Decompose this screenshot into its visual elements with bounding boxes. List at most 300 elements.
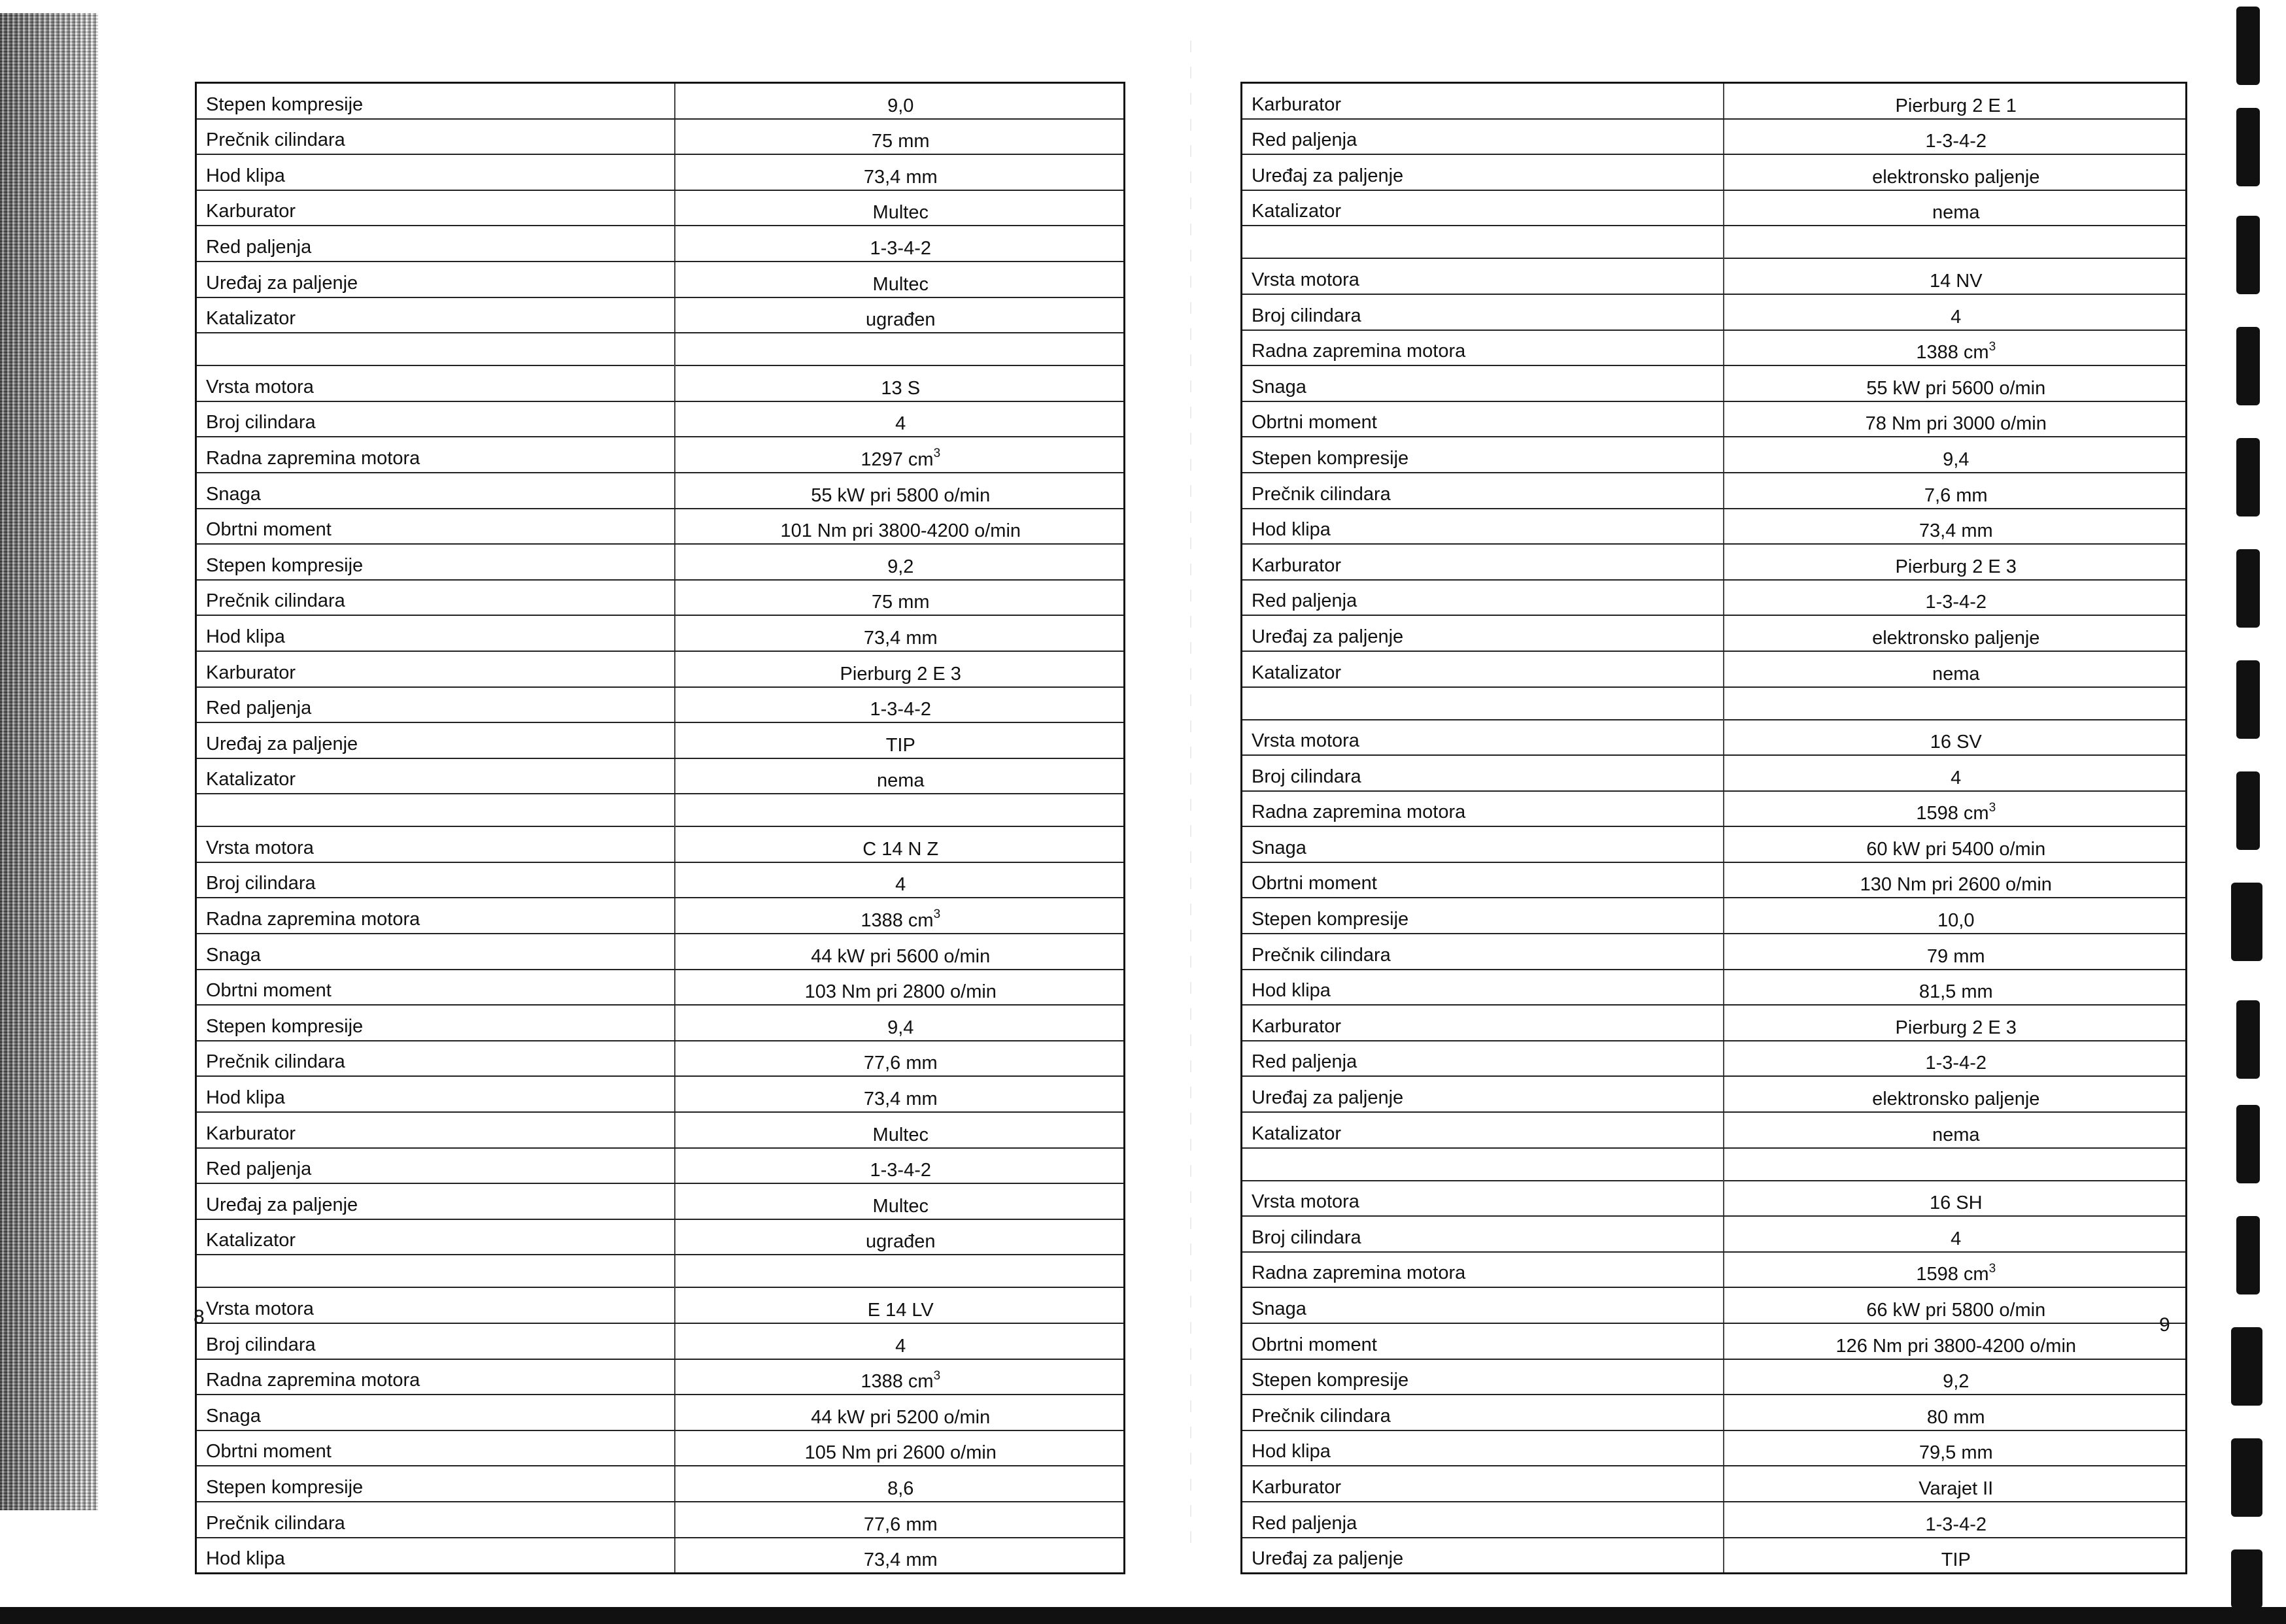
spec-row	[1242, 154, 2187, 190]
spec-value	[1724, 1430, 2187, 1466]
section-spacer	[1242, 1148, 2187, 1181]
spec-value-text: 81,5 mm	[1919, 981, 1993, 1003]
spacer-cell	[1724, 687, 2187, 720]
spec-row	[1242, 862, 2187, 898]
spec-label: Obrtni moment	[1242, 1323, 1724, 1359]
spec-value-text: Multec	[872, 1124, 929, 1145]
spec-value-text: 13 S	[881, 377, 921, 399]
spec-row	[196, 898, 1125, 934]
spec-row	[1242, 1287, 2187, 1323]
spacer-cell	[675, 794, 1125, 826]
right-engine-spec-table	[1240, 82, 2187, 1574]
spec-label: Uređaj za paljenje	[196, 722, 675, 758]
spec-label: Broj cilindara	[1242, 294, 1724, 330]
spec-value-text: 1388 cm	[861, 1371, 934, 1393]
spec-row	[1242, 330, 2187, 366]
binding-ring-mark	[2236, 660, 2260, 739]
spec-row	[1242, 1181, 2187, 1217]
spec-value-text: elektronsko paljenje	[1872, 166, 2040, 188]
spec-label: Karburator	[196, 190, 675, 226]
spec-value-text: 4	[1951, 306, 1962, 328]
spec-value	[675, 758, 1125, 794]
spec-label: Red paljenja	[196, 687, 675, 723]
spec-value-text: 4	[1951, 767, 1962, 788]
spec-label: Uređaj za paljenje	[196, 1183, 675, 1219]
spec-row	[1242, 615, 2187, 651]
spec-label: Stepen kompresije	[1242, 898, 1724, 934]
spec-value-text: Multec	[872, 1195, 929, 1217]
spec-value	[1724, 1252, 2187, 1288]
spec-value	[1724, 1538, 2187, 1574]
spec-value-text: 44 kW pri 5600 o/min	[811, 945, 991, 967]
spec-label: Obrtni moment	[1242, 401, 1724, 437]
spec-value-text: elektronsko paljenje	[1872, 1089, 2040, 1110]
spec-row	[196, 1430, 1125, 1466]
spec-label: Snaga	[1242, 826, 1724, 862]
spec-row	[1242, 1466, 2187, 1502]
binding-ring-mark	[2231, 883, 2262, 961]
spec-label: Broj cilindara	[196, 1323, 675, 1359]
spec-value-text: 1-3-4-2	[870, 699, 931, 720]
unit-superscript: 3	[1988, 800, 1996, 815]
spec-value	[675, 226, 1125, 262]
unit-superscript: 3	[933, 447, 941, 461]
spec-row	[196, 1538, 1125, 1574]
spec-value-text: 126 Nm pri 3800-4200 o/min	[1835, 1335, 2077, 1357]
spec-value-text: nema	[1932, 202, 1980, 224]
binding-ring-mark	[2236, 549, 2260, 628]
spec-label: Obrtni moment	[196, 970, 675, 1006]
spec-value-text: 73,4 mm	[863, 627, 938, 649]
spec-row	[1242, 1112, 2187, 1148]
spec-value-text: 9,4	[887, 1017, 914, 1038]
binding-ring-mark	[2231, 1438, 2262, 1517]
spec-label: Vrsta motora	[1242, 720, 1724, 756]
spec-row	[1242, 1395, 2187, 1430]
spec-value-text: 14 NV	[1929, 270, 1983, 292]
spec-row	[196, 1466, 1125, 1502]
spec-value-text: 9,4	[1943, 448, 1970, 470]
spec-value-text: 75 mm	[871, 592, 930, 613]
spec-label: Snaga	[196, 934, 675, 970]
spec-value	[1724, 580, 2187, 616]
spec-value	[675, 190, 1125, 226]
left-engine-spec-table	[195, 82, 1125, 1574]
spec-row	[1242, 437, 2187, 473]
spec-row	[196, 1502, 1125, 1538]
section-spacer	[196, 794, 1125, 826]
spec-label: Red paljenja	[196, 226, 675, 262]
spec-value-text: 1598 cm	[1916, 803, 1989, 824]
spec-row	[196, 580, 1125, 616]
spec-row	[196, 365, 1125, 401]
spec-row	[1242, 190, 2187, 226]
spec-value	[675, 1430, 1125, 1466]
binding-ring-mark	[2236, 7, 2260, 85]
spec-value	[1724, 898, 2187, 934]
spec-value-text: ugrađen	[866, 1231, 936, 1253]
spec-value-text: 66 kW pri 5800 o/min	[1866, 1300, 2046, 1321]
spec-row	[196, 1395, 1125, 1430]
spec-row	[196, 687, 1125, 723]
spec-value	[1724, 1466, 2187, 1502]
binding-ring-mark	[2236, 1216, 2260, 1294]
spec-value	[1724, 1502, 2187, 1538]
spec-value	[1724, 509, 2187, 545]
spec-value	[675, 934, 1125, 970]
spec-value	[1724, 154, 2187, 190]
binding-ring-mark	[2231, 1549, 2262, 1608]
scanned-binding-edge	[0, 13, 98, 1510]
binding-ring-mark	[2231, 1327, 2262, 1406]
spec-value	[675, 1041, 1125, 1077]
spec-row	[1242, 1359, 2187, 1395]
page-number-right: 9	[2159, 1314, 2170, 1336]
spec-row	[196, 83, 1125, 119]
spec-label: Snaga	[1242, 1287, 1724, 1323]
spec-value-text: Pierburg 2 E 1	[1895, 95, 2017, 116]
spec-row	[196, 119, 1125, 155]
spec-value-text: 9,2	[887, 556, 914, 577]
spec-value	[1724, 401, 2187, 437]
spec-value	[1724, 1395, 2187, 1430]
spec-value	[1724, 119, 2187, 155]
spec-value	[675, 83, 1125, 119]
spec-value-text: 8,6	[887, 1478, 914, 1499]
binding-ring-mark	[2236, 1000, 2260, 1079]
spec-row	[1242, 1323, 2187, 1359]
spec-row	[1242, 544, 2187, 580]
spec-value	[1724, 1076, 2187, 1112]
spec-value	[675, 119, 1125, 155]
spec-value-text: 78 Nm pri 3000 o/min	[1865, 413, 2047, 435]
binding-ring-mark	[2236, 108, 2260, 186]
spec-value	[675, 1076, 1125, 1112]
spec-row	[196, 190, 1125, 226]
spec-label: Stepen kompresije	[196, 1466, 675, 1502]
spec-value	[675, 1395, 1125, 1430]
spec-value-text: nema	[1932, 1124, 1980, 1145]
spec-value-text: 75 mm	[871, 131, 930, 152]
spec-value-text: 44 kW pri 5200 o/min	[811, 1406, 991, 1428]
spec-value-text: 55 kW pri 5800 o/min	[811, 484, 991, 506]
spec-label: Karburator	[1242, 1005, 1724, 1041]
binding-ring-mark	[2236, 216, 2260, 294]
spec-value	[675, 154, 1125, 190]
spec-row	[196, 615, 1125, 651]
spec-label: Hod klipa	[196, 154, 675, 190]
spec-value-text: Pierburg 2 E 3	[1895, 1017, 2017, 1038]
spec-value	[675, 898, 1125, 934]
spec-row	[196, 1183, 1125, 1219]
spec-value	[1724, 826, 2187, 862]
spec-value	[675, 1466, 1125, 1502]
spec-value	[675, 580, 1125, 616]
spec-value	[1724, 1112, 2187, 1148]
spec-value-text: 1388 cm	[861, 910, 934, 932]
spec-row	[196, 722, 1125, 758]
spec-value	[1724, 1005, 2187, 1041]
spec-label: Radna zapremina motora	[196, 437, 675, 473]
spec-row	[1242, 934, 2187, 970]
spec-row	[196, 226, 1125, 262]
spec-row	[1242, 1502, 2187, 1538]
spec-value-text: 105 Nm pri 2600 o/min	[804, 1442, 997, 1464]
spec-row	[196, 862, 1125, 898]
spec-value	[1724, 437, 2187, 473]
spec-row	[196, 262, 1125, 297]
spec-value-text: 4	[895, 874, 906, 896]
spec-label: Red paljenja	[1242, 119, 1724, 155]
unit-superscript: 3	[933, 1368, 941, 1383]
spec-value	[675, 365, 1125, 401]
spec-value	[675, 687, 1125, 723]
spec-row	[196, 1112, 1125, 1148]
spec-label: Prečnik cilindara	[196, 1041, 675, 1077]
spec-value-text: 16 SH	[1929, 1193, 1983, 1214]
spec-row	[196, 826, 1125, 862]
spec-label: Stepen kompresije	[1242, 437, 1724, 473]
spec-label: Red paljenja	[1242, 580, 1724, 616]
spec-value-text: 77,6 mm	[863, 1514, 938, 1535]
spacer-cell	[1724, 226, 2187, 258]
spec-row	[196, 1219, 1125, 1255]
spec-value-text: C 14 N Z	[862, 838, 939, 860]
spec-value-text: Multec	[872, 202, 929, 224]
spec-value	[675, 1502, 1125, 1538]
spec-row	[196, 1287, 1125, 1323]
spec-row	[1242, 473, 2187, 509]
spec-row	[1242, 119, 2187, 155]
spec-label: Vrsta motora	[1242, 1181, 1724, 1217]
spec-label: Stepen kompresije	[196, 544, 675, 580]
spec-label: Radna zapremina motora	[1242, 791, 1724, 827]
unit-superscript: 3	[1988, 1261, 1996, 1276]
spec-label: Katalizator	[196, 758, 675, 794]
spec-row	[196, 651, 1125, 687]
spec-value-text: 10,0	[1937, 910, 1975, 932]
spec-label: Vrsta motora	[196, 826, 675, 862]
spec-label: Prečnik cilindara	[1242, 473, 1724, 509]
spec-row	[1242, 1005, 2187, 1041]
spec-label: Katalizator	[1242, 651, 1724, 687]
spec-row	[1242, 83, 2187, 119]
spec-row	[196, 437, 1125, 473]
spec-value	[675, 862, 1125, 898]
spec-label: Stepen kompresije	[1242, 1359, 1724, 1395]
spec-value	[1724, 544, 2187, 580]
spec-value-text: Pierburg 2 E 3	[840, 663, 961, 685]
spec-value-text: 77,6 mm	[863, 1053, 938, 1074]
spec-label: Vrsta motora	[196, 365, 675, 401]
spec-row	[196, 509, 1125, 545]
spec-value	[1724, 190, 2187, 226]
spec-value-text: 4	[895, 1335, 906, 1357]
spec-row	[1242, 1430, 2187, 1466]
spec-label: Prečnik cilindara	[196, 580, 675, 616]
spacer-cell	[675, 333, 1125, 365]
spec-value	[675, 1183, 1125, 1219]
spec-row	[1242, 1041, 2187, 1077]
spec-label: Prečnik cilindara	[196, 119, 675, 155]
spec-value-text: 60 kW pri 5400 o/min	[1866, 838, 2046, 860]
spec-label: Karburator	[196, 1112, 675, 1148]
spec-row	[1242, 1252, 2187, 1288]
spec-row	[196, 297, 1125, 333]
spec-value	[675, 1112, 1125, 1148]
spec-label: Karburator	[196, 651, 675, 687]
spec-row	[1242, 970, 2187, 1006]
spec-label: Hod klipa	[196, 1076, 675, 1112]
spec-row	[196, 1076, 1125, 1112]
spec-label: Red paljenja	[1242, 1041, 1724, 1077]
spec-value	[1724, 1216, 2187, 1252]
spec-value-text: 55 kW pri 5600 o/min	[1866, 377, 2046, 399]
binding-ring-mark	[2236, 327, 2260, 405]
spec-label: Uređaj za paljenje	[1242, 154, 1724, 190]
spec-value	[1724, 720, 2187, 756]
spec-row	[1242, 580, 2187, 616]
spec-value	[1724, 83, 2187, 119]
spacer-cell	[1724, 1148, 2187, 1181]
spec-row	[196, 544, 1125, 580]
spec-value	[675, 615, 1125, 651]
spec-value-text: 1598 cm	[1916, 1264, 1989, 1285]
spec-label: Broj cilindara	[1242, 755, 1724, 791]
spec-label: Hod klipa	[1242, 970, 1724, 1006]
spec-label: Obrtni moment	[196, 509, 675, 545]
spec-value	[1724, 330, 2187, 366]
spec-value	[675, 970, 1125, 1006]
spec-value-text: 16 SV	[1930, 732, 1982, 753]
spec-label: Uređaj za paljenje	[196, 262, 675, 297]
spec-label: Broj cilindara	[196, 862, 675, 898]
section-spacer	[196, 1255, 1125, 1287]
spec-value-text: Multec	[872, 273, 929, 295]
left-table-body	[196, 83, 1125, 1574]
spec-value-text: 73,4 mm	[863, 1089, 938, 1110]
spec-value-text: 1-3-4-2	[870, 1160, 931, 1181]
spec-row	[1242, 401, 2187, 437]
spec-value-text: 130 Nm pri 2600 o/min	[1860, 874, 2052, 896]
spec-value-text: 4	[1951, 1228, 1962, 1249]
spec-value-text: 101 Nm pri 3800-4200 o/min	[780, 520, 1021, 542]
spec-label: Hod klipa	[1242, 1430, 1724, 1466]
spec-label: Red paljenja	[1242, 1502, 1724, 1538]
spec-value	[675, 1287, 1125, 1323]
spec-row	[1242, 365, 2187, 401]
spec-label: Obrtni moment	[196, 1430, 675, 1466]
spec-label: Hod klipa	[1242, 509, 1724, 545]
spec-value-text: 1-3-4-2	[1925, 131, 1987, 152]
spec-value-text: nema	[1932, 663, 1980, 685]
spec-label: Katalizator	[1242, 190, 1724, 226]
spec-label: Vrsta motora	[196, 1287, 675, 1323]
spec-row	[196, 1323, 1125, 1359]
spec-value	[675, 401, 1125, 437]
spec-value	[1724, 1287, 2187, 1323]
spec-label: Karburator	[1242, 544, 1724, 580]
spec-row	[1242, 755, 2187, 791]
spec-label: Radna zapremina motora	[1242, 1252, 1724, 1288]
spec-row	[1242, 509, 2187, 545]
spec-value-text: 1297 cm	[861, 448, 934, 470]
spec-row	[196, 1148, 1125, 1184]
spec-row	[196, 401, 1125, 437]
spec-row	[196, 1041, 1125, 1077]
spec-value	[675, 1538, 1125, 1574]
spacer-cell	[1242, 687, 1724, 720]
spec-value-text: nema	[876, 770, 925, 792]
right-table-body	[1242, 83, 2187, 1574]
spec-value	[675, 1005, 1125, 1041]
spec-value	[1724, 1181, 2187, 1217]
spec-value	[675, 1148, 1125, 1184]
spec-value	[675, 262, 1125, 297]
spec-label: Uređaj za paljenje	[1242, 1538, 1724, 1574]
spec-row	[1242, 1076, 2187, 1112]
spec-value-text: 9,0	[887, 95, 914, 116]
binding-ring-mark	[2236, 438, 2260, 516]
spec-value-text: 1-3-4-2	[1925, 1053, 1987, 1074]
spec-value-text: elektronsko paljenje	[1872, 627, 2040, 649]
spec-label: Prečnik cilindara	[1242, 1395, 1724, 1430]
spec-label: Hod klipa	[196, 615, 675, 651]
spec-label: Radna zapremina motora	[196, 898, 675, 934]
spec-value-text: 73,4 mm	[863, 166, 938, 188]
spec-value-text: Varajet II	[1919, 1478, 1994, 1499]
spec-value-text: 7,6 mm	[1924, 484, 1988, 506]
spec-row	[1242, 791, 2187, 827]
spec-value-text: TIP	[885, 734, 915, 756]
spec-label: Katalizator	[196, 297, 675, 333]
spec-label: Uređaj za paljenje	[1242, 1076, 1724, 1112]
spec-value	[1724, 473, 2187, 509]
spec-value-text: 73,4 mm	[863, 1549, 938, 1571]
spec-row	[1242, 898, 2187, 934]
spec-value	[1724, 1359, 2187, 1395]
spec-row	[196, 1005, 1125, 1041]
spec-value	[675, 722, 1125, 758]
spec-value	[1724, 970, 2187, 1006]
unit-superscript: 3	[933, 907, 941, 922]
spec-label: Snaga	[196, 1395, 675, 1430]
spec-label: Broj cilindara	[1242, 1216, 1724, 1252]
spec-label: Snaga	[196, 473, 675, 509]
spec-value-text: 1-3-4-2	[1925, 592, 1987, 613]
spec-label: Katalizator	[1242, 1112, 1724, 1148]
spec-value	[675, 544, 1125, 580]
spec-value	[675, 1323, 1125, 1359]
spec-label: Red paljenja	[196, 1148, 675, 1184]
spec-value-text: 4	[895, 413, 906, 435]
spec-row	[1242, 651, 2187, 687]
spec-value-text: 79 mm	[1926, 945, 1985, 967]
spec-value	[675, 1359, 1125, 1395]
spec-value	[1724, 1323, 2187, 1359]
spec-label: Uređaj za paljenje	[1242, 615, 1724, 651]
spec-row	[196, 1359, 1125, 1395]
binding-ring-mark	[2236, 771, 2260, 850]
unit-superscript: 3	[1988, 339, 1996, 354]
spec-row	[1242, 1216, 2187, 1252]
spec-value	[675, 1219, 1125, 1255]
spec-value-text: 73,4 mm	[1919, 520, 1993, 542]
spec-label: Vrsta motora	[1242, 258, 1724, 294]
spec-value	[1724, 934, 2187, 970]
spec-value	[675, 473, 1125, 509]
spacer-cell	[196, 333, 675, 365]
